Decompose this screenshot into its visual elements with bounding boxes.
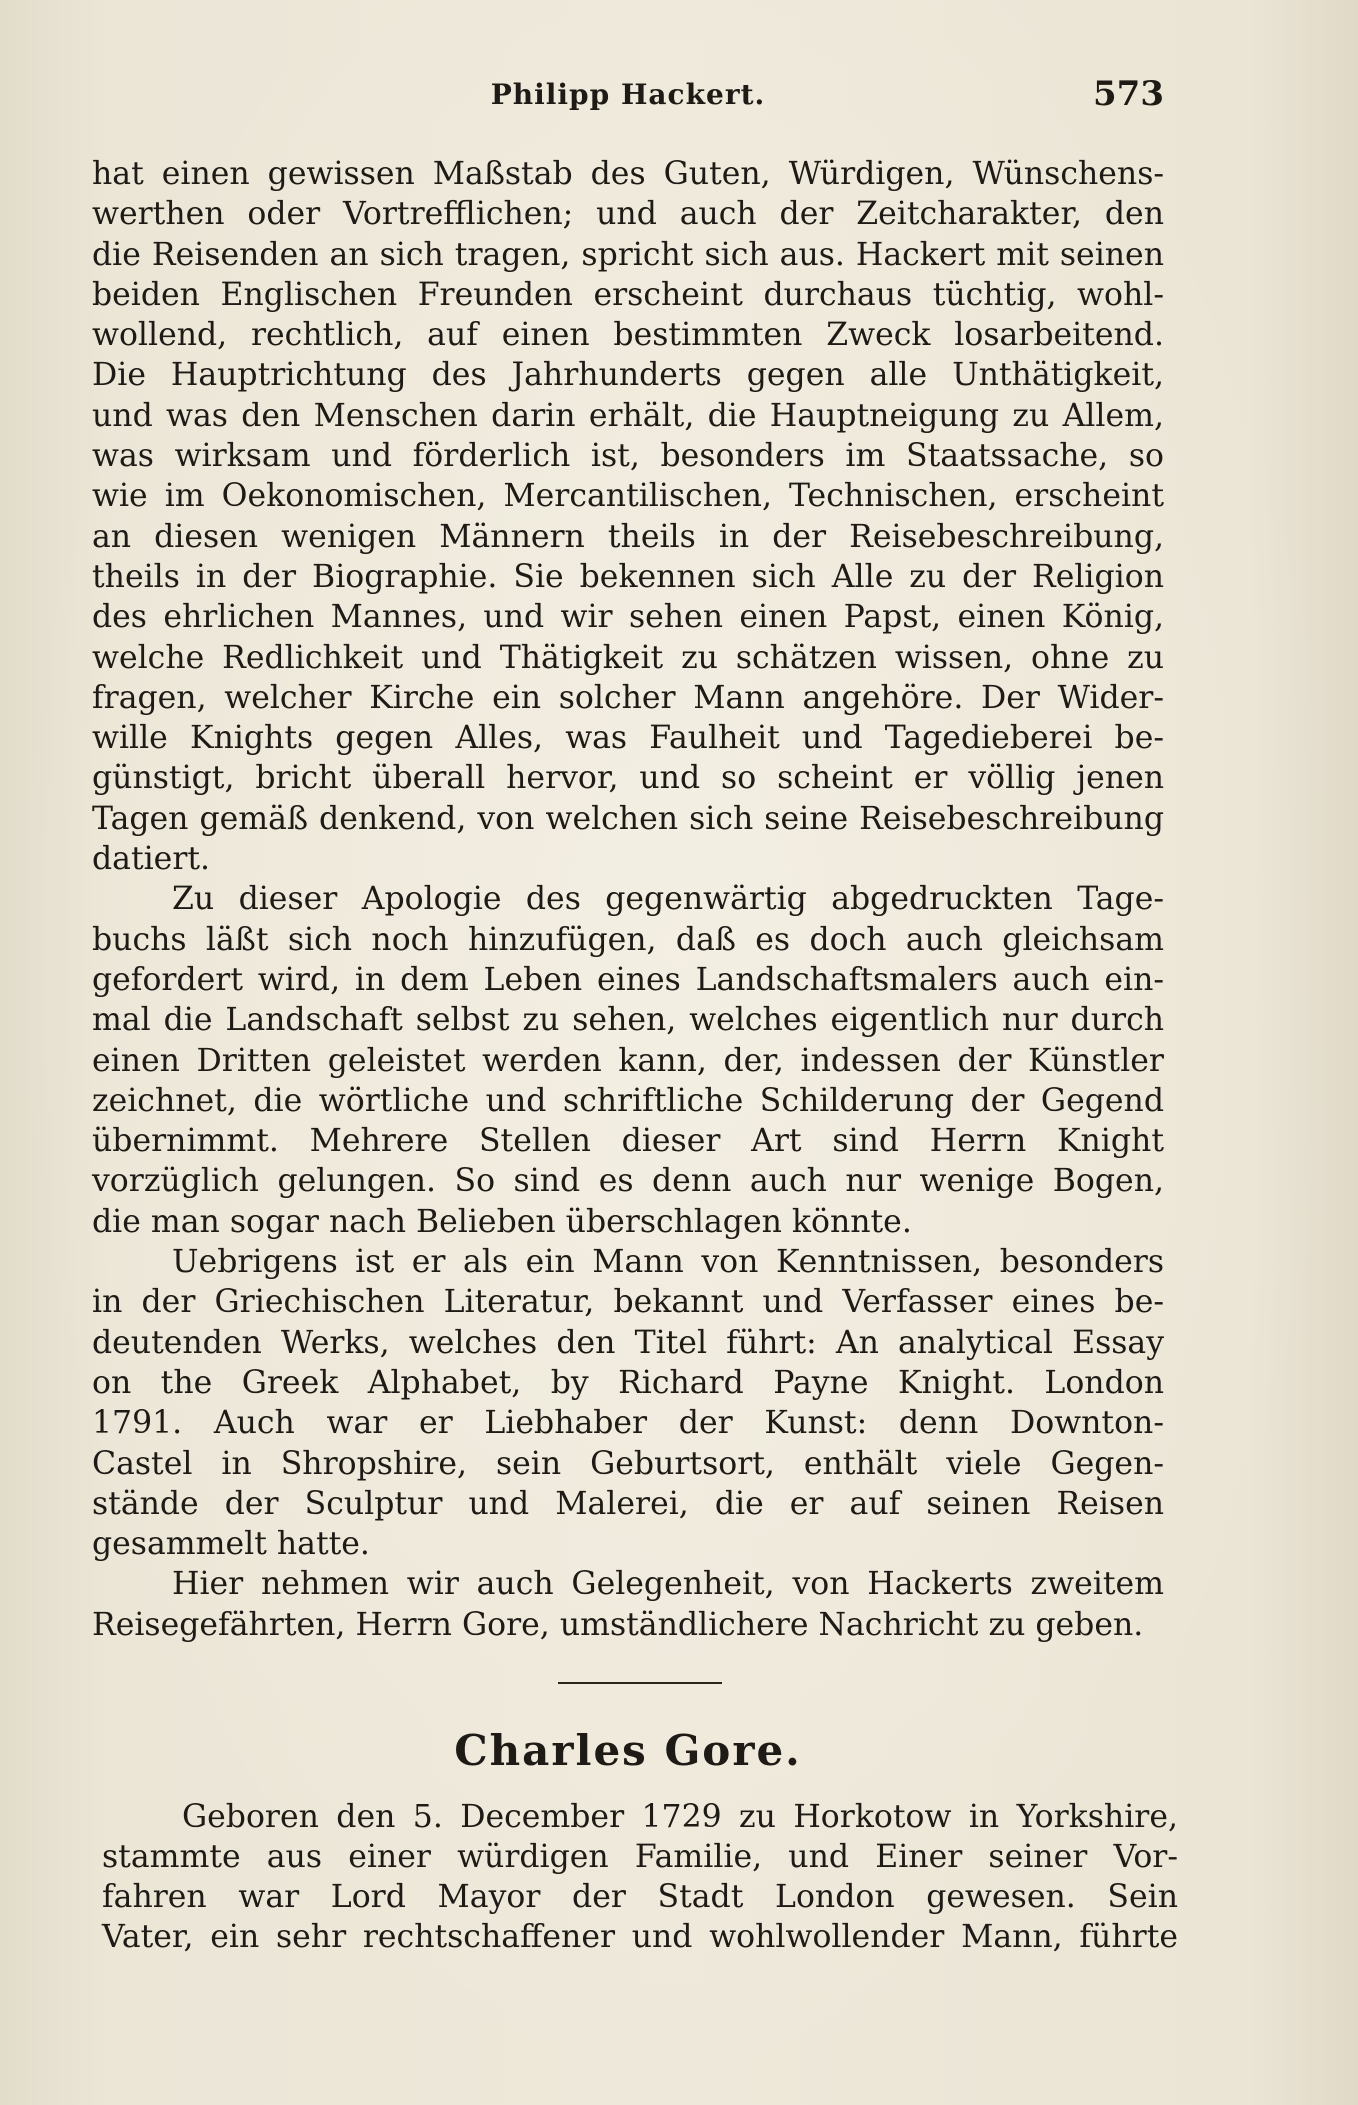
text-line: theils in der Biographie. Sie bekennen sich Alle zu der Religion bbox=[92, 558, 1164, 595]
text-line: was wirksam und förderlich ist, besonders im Staatssache, so bbox=[92, 438, 1164, 475]
page-number: 573 bbox=[1093, 74, 1164, 114]
text-line: Tagen gemäß denkend, von welchen sich seine Reisebeschreibung bbox=[92, 800, 1164, 837]
text-line: mal die Landschaft selbst zu sehen, welches eigentlich nur durch bbox=[92, 1002, 1164, 1039]
text-line: an diesen wenigen Männern theils in der Reisebeschreibung, bbox=[92, 518, 1164, 555]
main-text bbox=[92, 154, 1164, 1645]
text-line: Uebrigens ist er als ein Mann von Kenntnissen, besonders bbox=[172, 1244, 1164, 1281]
section-text bbox=[102, 1797, 1178, 1957]
text-line: 1791. Auch war er Liebhaber der Kunst: denn Downton- bbox=[92, 1405, 1164, 1442]
text-line: Reisegefährten, Herrn Gore, umständlichere Nachricht zu geben. bbox=[92, 1606, 1144, 1643]
text-line: stammte aus einer würdigen Familie, und Einer seiner Vor- bbox=[102, 1839, 1178, 1875]
text-line: gesammelt hatte. bbox=[92, 1526, 370, 1563]
text-line: in der Griechischen Literatur, bekannt und Verfasser eines be- bbox=[92, 1284, 1164, 1321]
text-line: einen Dritten geleistet werden kann, der, indessen der Künstler bbox=[92, 1042, 1164, 1079]
text-line: zeichnet, die wörtliche und schriftliche Schilderung der Gegend bbox=[92, 1082, 1164, 1119]
text-line: Hier nehmen wir auch Gelegenheit, von Hackerts zweitem bbox=[172, 1566, 1164, 1603]
text-line: wollend, rechtlich, auf einen bestimmten Zweck losarbeitend. bbox=[92, 317, 1164, 354]
text-line: werthen oder Vortrefflichen; und auch der Zeitcharakter, den bbox=[92, 196, 1164, 233]
text-line: Vater, ein sehr rechtschaffener und wohlwollender Mann, führte bbox=[102, 1919, 1178, 1955]
text-line: die man sogar nach Belieben überschlagen könnte. bbox=[92, 1203, 912, 1240]
text-line: Castel in Shropshire, sein Geburtsort, enthält viele Gegen- bbox=[92, 1445, 1164, 1482]
text-line: deutenden Werks, welches den Titel führt: An analytical Essay bbox=[92, 1324, 1164, 1361]
text-line: stände der Sculptur und Malerei, die er auf seinen Reisen bbox=[92, 1485, 1164, 1522]
text-line: fragen, welcher Kirche ein solcher Mann angehöre. Der Wider- bbox=[92, 679, 1164, 716]
running-head: Philipp Hackert. bbox=[490, 78, 766, 111]
section-divider bbox=[558, 1682, 722, 1684]
text-line: wille Knights gegen Alles, was Faulheit und Tagedieberei be- bbox=[92, 720, 1164, 757]
text-line: fahren war Lord Mayor der Stadt London gewesen. Sein bbox=[102, 1879, 1178, 1915]
text-line: wie im Oekonomischen, Mercantilischen, Technischen, erscheint bbox=[92, 478, 1164, 515]
text-line: Die Hauptrichtung des Jahrhunderts gegen alle Unthätigkeit, bbox=[92, 357, 1164, 394]
text-line: gefordert wird, in dem Leben eines Landschaftsmalers auch ein- bbox=[92, 961, 1164, 998]
text-line: die Reisenden an sich tragen, spricht sich aus. Hackert mit seinen bbox=[92, 236, 1164, 273]
section-title: Charles Gore. bbox=[454, 1726, 802, 1775]
text-line: und was den Menschen darin erhält, die Hauptneigung zu Allem, bbox=[92, 397, 1164, 434]
text-line: Geboren den 5. December 1729 zu Horkotow in Yorkshire, bbox=[182, 1799, 1178, 1835]
text-line: beiden Englischen Freunden erscheint durchaus tüchtig, wohl- bbox=[92, 276, 1164, 313]
text-line: vorzüglich gelungen. So sind es denn auch nur wenige Bogen, bbox=[92, 1163, 1164, 1200]
text-line: datiert. bbox=[92, 841, 211, 878]
text-line: buchs läßt sich noch hinzufügen, daß es doch auch gleichsam bbox=[92, 921, 1164, 958]
text-line: des ehrlichen Mannes, und wir sehen einen Papst, einen König, bbox=[92, 599, 1164, 636]
text-line: Zu dieser Apologie des gegenwärtig abgedruckten Tage- bbox=[172, 881, 1164, 918]
text-line: hat einen gewissen Maßstab des Guten, Würdigen, Wünschens- bbox=[92, 156, 1164, 192]
text-line: günstigt, bricht überall hervor, und so scheint er völlig jenen bbox=[92, 760, 1164, 797]
text-line: welche Redlichkeit und Thätigkeit zu schätzen wissen, ohne zu bbox=[92, 639, 1164, 676]
page-header bbox=[92, 68, 1164, 118]
text-line: on the Greek Alphabet, by Richard Payne Knight. London bbox=[92, 1364, 1164, 1401]
text-line: übernimmt. Mehrere Stellen dieser Art sind Herrn Knight bbox=[92, 1123, 1164, 1160]
